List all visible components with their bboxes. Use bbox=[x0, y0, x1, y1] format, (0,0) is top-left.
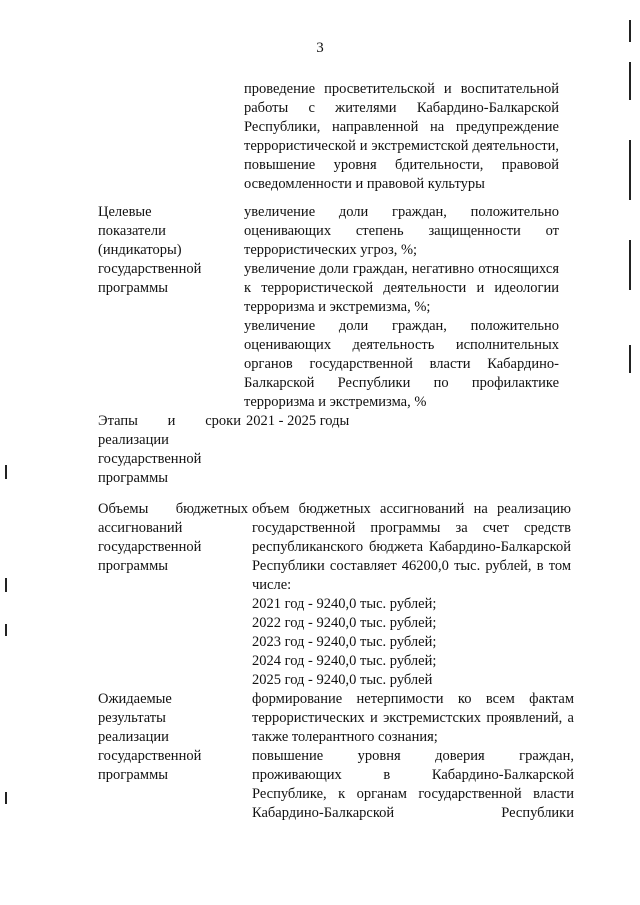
results-paragraph: формирование нетерпимости ко всем фактам террористических и экстремистских проявлений, а также толерантного сознания; bbox=[252, 691, 574, 745]
scan-edge-line bbox=[629, 345, 631, 373]
indicator-paragraph: увеличение доли граждан, негативно относящихся к террористической деятельности и идеологии терроризма и экстремизма, %; bbox=[244, 261, 559, 315]
stages-text: 2021 - 2025 годы bbox=[246, 413, 350, 429]
indicator-paragraph: увеличение доли граждан, положительно оценивающих деятельность исполнительных органов государственной власти Кабардино-Балкарской Республики по профилактике терроризма и экстремизма, % bbox=[244, 318, 559, 410]
label-line: государственной bbox=[98, 451, 202, 467]
budget-value bbox=[252, 500, 571, 690]
indicator-paragraph: увеличение доли граждан, положительно оценивающих степень защищенности от террористических угроз, %; bbox=[244, 204, 559, 258]
label-line: реализации bbox=[98, 729, 169, 745]
label-line: реализации bbox=[98, 432, 169, 448]
top-block bbox=[244, 80, 559, 194]
indicators-label bbox=[98, 203, 238, 298]
label-word: бюджетных bbox=[175, 501, 248, 517]
label-line: (индикаторы) bbox=[98, 242, 182, 258]
budget-label bbox=[98, 500, 248, 576]
label-line: результаты bbox=[98, 710, 166, 726]
results-label bbox=[98, 690, 238, 785]
scan-edge-line bbox=[5, 792, 7, 804]
label-line: государственной bbox=[98, 539, 202, 555]
budget-year: 2021 год - 9240,0 тыс. рублей; bbox=[252, 596, 437, 612]
label-line: программы bbox=[98, 558, 168, 574]
results-paragraph: повышение уровня доверия граждан, проживающих в Кабардино-Балкарской Республике, к органам государственной власти Кабардино-Балкарской Республики bbox=[252, 748, 574, 821]
label-line: показатели bbox=[98, 223, 166, 239]
scan-edge-line bbox=[629, 62, 631, 100]
indicators-value bbox=[244, 203, 559, 412]
budget-year: 2023 год - 9240,0 тыс. рублей; bbox=[252, 634, 437, 650]
budget-year: 2022 год - 9240,0 тыс. рублей; bbox=[252, 615, 437, 631]
budget-year: 2024 год - 9240,0 тыс. рублей; bbox=[252, 653, 437, 669]
page-number: 3 bbox=[316, 40, 324, 56]
label-word: Объемы bbox=[98, 501, 149, 517]
label-line bbox=[98, 412, 241, 431]
label-word: и bbox=[167, 413, 176, 429]
scan-edge-line bbox=[629, 20, 631, 42]
label-line bbox=[98, 500, 248, 519]
scan-edge-line bbox=[629, 240, 631, 290]
label-line: Целевые bbox=[98, 204, 152, 220]
scan-edge-line bbox=[5, 578, 7, 592]
label-word: сроки bbox=[205, 413, 241, 429]
top-block-text: проведение просветительской и воспитательной работы с жителями Кабардино-Балкарской Республики, направленной на предупреждение террористической и экстремистской деятельности, повышение уровня бдительности, правовой осведомленности и правовой культуры bbox=[244, 81, 559, 192]
label-line: программы bbox=[98, 470, 168, 486]
scan-edge-line bbox=[629, 140, 631, 200]
stages-value bbox=[246, 412, 559, 431]
budget-intro: объем бюджетных ассигнований на реализацию государственной программы за счет средств республиканского бюджета Кабардино-Балкарской Республики составляет 46200,0 тыс. рублей, в том числе: bbox=[252, 501, 571, 593]
budget-year: 2025 год - 9240,0 тыс. рублей bbox=[252, 672, 433, 688]
label-line: государственной bbox=[98, 261, 202, 277]
label-line: Ожидаемые bbox=[98, 691, 172, 707]
label-line: государственной bbox=[98, 748, 202, 764]
label-line: программы bbox=[98, 280, 168, 296]
scan-edge-line bbox=[5, 465, 7, 479]
stages-label bbox=[98, 412, 241, 488]
scan-edge-line bbox=[5, 624, 7, 636]
label-line: программы bbox=[98, 767, 168, 783]
label-line: ассигнований bbox=[98, 520, 183, 536]
label-word: Этапы bbox=[98, 413, 138, 429]
results-value bbox=[252, 690, 574, 823]
